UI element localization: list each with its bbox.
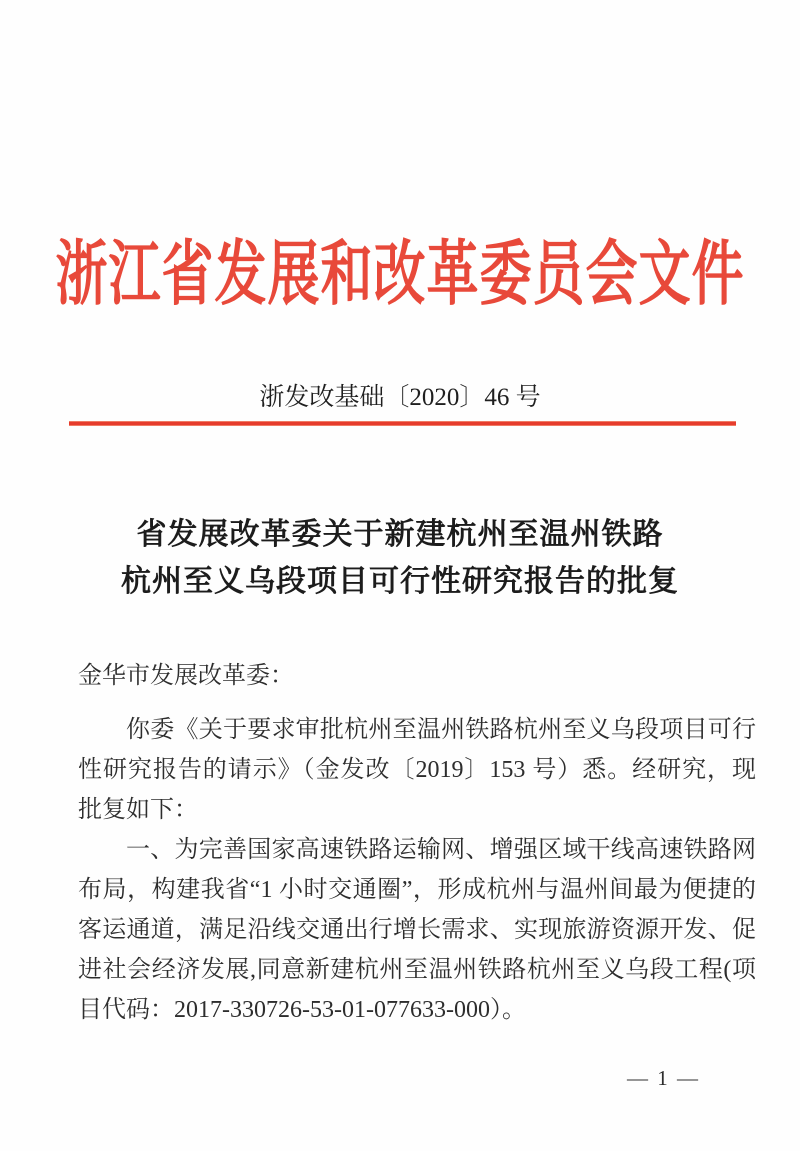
page-number: — 1 — bbox=[627, 1066, 700, 1090]
document-title bbox=[0, 511, 800, 605]
document-title-line-2: 杭州至义乌段项目可行性研究报告的批复 bbox=[121, 565, 679, 598]
document-title-line-1: 省发展改革委关于新建杭州至温州铁路 bbox=[136, 518, 664, 551]
body-line-2: 性研究报告的请示》（金发改〔2019〕153 号）悉。经研究，现 bbox=[78, 757, 756, 783]
body-line-5: 布局，构建我省“1 小时交通圈”，形成杭州与温州间最为便捷的 bbox=[78, 877, 756, 903]
salutation: 金华市发展改革委： bbox=[78, 663, 294, 689]
red-separator-line bbox=[69, 421, 736, 426]
body-line-3: 批复如下： bbox=[78, 797, 198, 823]
body-line-1: 你委《关于要求审批杭州至温州铁路杭州至义乌段项目可行 bbox=[126, 717, 756, 743]
document-body bbox=[78, 710, 756, 1030]
letterhead bbox=[0, 224, 800, 314]
body-line-6: 客运通道，满足沿线交通出行增长需求、实现旅游资源开发、促 bbox=[78, 917, 756, 943]
body-line-8: 目代码：2017-330726-53-01-077633-000）。 bbox=[78, 997, 526, 1023]
body-line-7: 进社会经济发展,同意新建杭州至温州铁路杭州至义乌段工程(项 bbox=[78, 957, 756, 983]
document-reference-number: 浙发改基础〔2020〕46 号 bbox=[259, 384, 541, 411]
letterhead-title: 浙江省发展和改革委员会文件 bbox=[55, 236, 745, 314]
body-line-4: 一、为完善国家高速铁路运输网、增强区域干线高速铁路网 bbox=[126, 837, 756, 863]
